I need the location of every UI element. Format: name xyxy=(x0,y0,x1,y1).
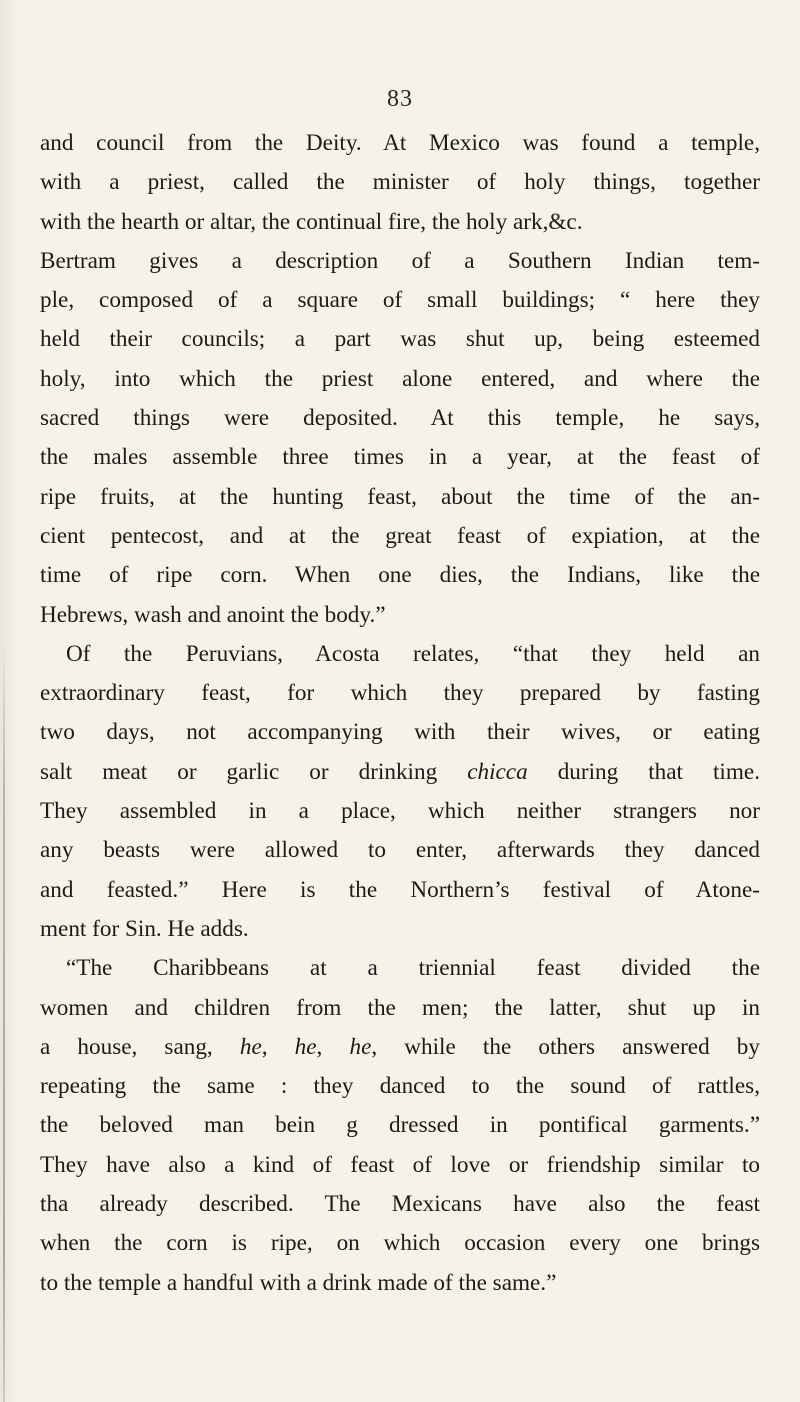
text-line: Hebrews, wash and anoint the body.” xyxy=(40,601,386,628)
body-text xyxy=(40,124,760,1303)
text-line: repeating the same : they danced to the sound of rattles, xyxy=(40,1073,760,1100)
text-line: holy, into which the priest alone entered, and where the xyxy=(40,365,760,392)
paragraph-first-line: Of the Peruvians, Acosta relates, “that they held an xyxy=(66,640,760,667)
paragraph-first-line: “The Charibbeans at a triennial feast divided the xyxy=(66,955,760,982)
text-line: with a priest, called the minister of holy things, together xyxy=(40,169,760,196)
text-line: ple, composed of a square of small buildings; “ here they xyxy=(40,287,760,314)
text-line: the beloved man bein g dressed in pontifical garments.” xyxy=(40,1112,760,1139)
text-line: held their councils; a part was shut up, being esteemed xyxy=(40,326,760,353)
text-line: any beasts were allowed to enter, afterwards they danced xyxy=(40,837,760,864)
text-line: and council from the Deity. At Mexico was found a temple, xyxy=(40,130,760,156)
italic-word: he xyxy=(239,1033,262,1060)
text-line: sacred things were deposited. At this temple, he says, xyxy=(40,405,760,432)
text-line: women and children from the men; the latter, shut up in xyxy=(40,994,760,1021)
text-line: two days, not accompanying with their wives, or eating xyxy=(40,719,760,746)
italic-word: he xyxy=(294,1033,317,1060)
text-line: time of ripe corn. When one dies, the Indians, like the xyxy=(40,562,760,589)
text-line: when the corn is ripe, on which occasion every one brings xyxy=(40,1230,760,1257)
binding-edge xyxy=(3,640,5,1402)
text-line: and feasted.” Here is the Northern’s festival of Atone- xyxy=(40,876,760,903)
text-line: cient pentecost, and at the great feast of expiation, at the xyxy=(40,522,760,549)
text-line: to the temple a handful with a drink made of the same.” xyxy=(40,1269,557,1296)
italic-word: chicca xyxy=(467,758,528,785)
text-line: They have also a kind of feast of love or friendship similar to xyxy=(40,1151,760,1178)
text-line: extraordinary feast, for which they prepared by fasting xyxy=(40,680,760,707)
text-line: the males assemble three times in a year, at the feast of xyxy=(40,444,760,471)
text-line: ripe fruits, at the hunting feast, about the time of the an- xyxy=(40,483,760,510)
page-number: 83 xyxy=(387,86,413,112)
text-line: ment for Sin. He adds. xyxy=(40,915,249,942)
text-line: with the hearth or altar, the continual fire, the holy ark,&c. xyxy=(40,208,583,235)
text-line-with-italic: a house, sang, he, he, he, while the others answered by xyxy=(40,1033,760,1060)
text-line: They assembled in a place, which neither strangers nor xyxy=(40,798,760,825)
italic-word: he xyxy=(349,1033,372,1060)
text-line: tha already described. The Mexicans have also the feast xyxy=(40,1191,760,1218)
text-line-with-italic: salt meat or garlic or drinking chicca during that time. xyxy=(40,758,760,785)
text-line: Bertram gives a description of a Southern Indian tem- xyxy=(40,247,760,274)
